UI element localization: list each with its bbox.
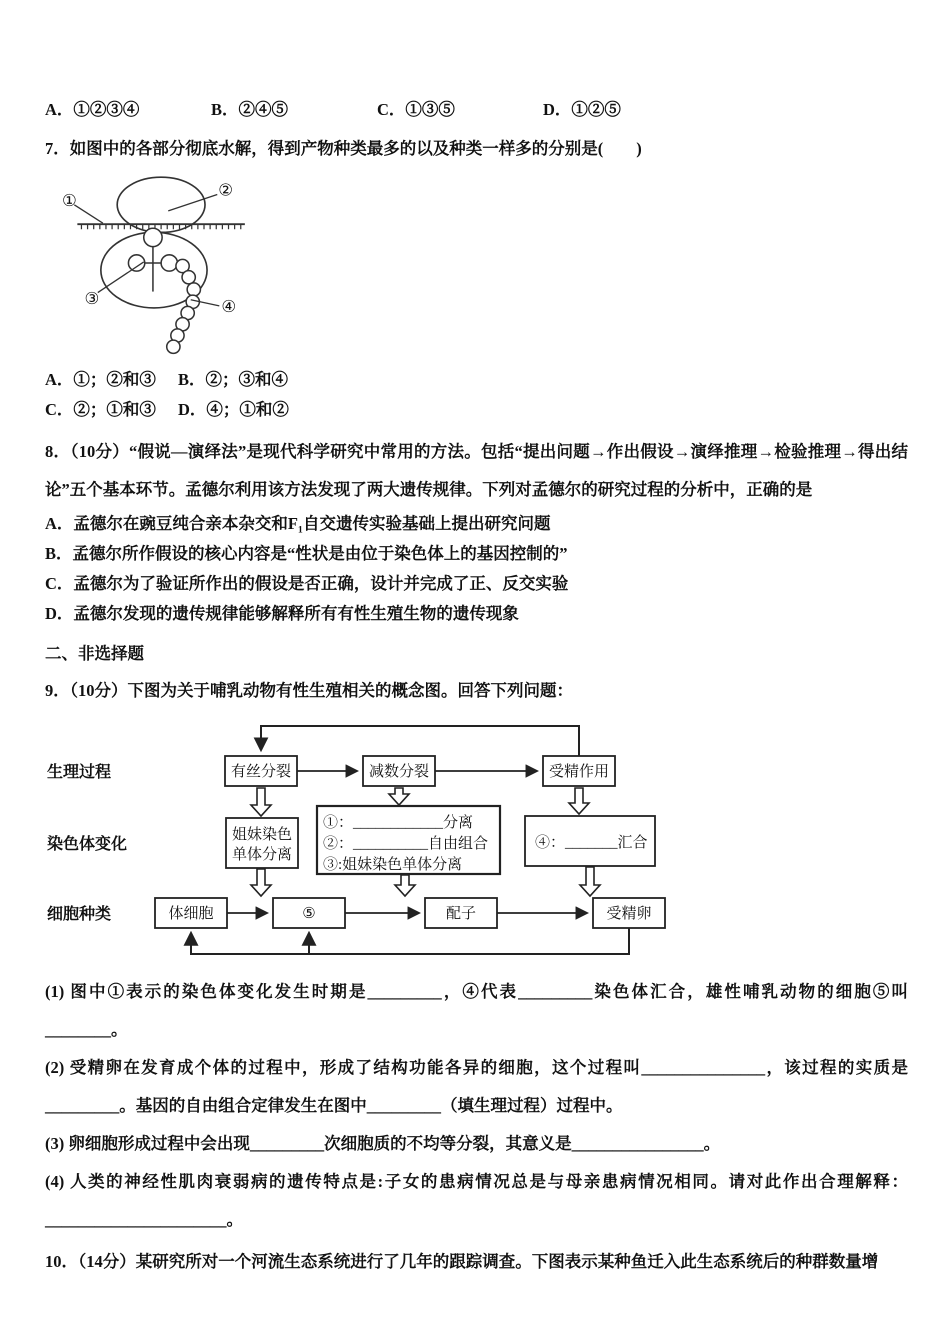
q9-sub2: (2) 受精卵在发育成个体的过程中，形成了结构功能各异的细胞，这个过程叫_______________，该过程的实质是_________。基因的自由组合定律发生在图中_________（填生理过程）过程中。 (45, 1058, 908, 1116)
q7-option-c: C．②；①和③ (45, 400, 156, 420)
figure-label-4: ④ (221, 297, 237, 317)
q8-option-c: C．孟德尔为了验证所作出的假设是否正确，设计并完成了正、反交实验 (45, 574, 569, 594)
box-123-line2: ②：__________自由组合 (323, 836, 489, 853)
q8-option-a: A．孟德尔在豌豆纯合亲本杂交和F₁自交遗传实验基础上提出研究问题 (45, 514, 551, 534)
concept-diagram (45, 716, 705, 966)
figure-label-3: ③ (84, 289, 100, 309)
figure-label-2: ② (218, 180, 233, 200)
box-fertilization-label: 受精作用 (548, 764, 610, 781)
row-label-cell-type: 细胞种类 (47, 906, 112, 924)
box-meiosis-label: 减数分裂 (368, 764, 430, 781)
box-4-label: ④：_______汇合 (535, 835, 648, 852)
figure-label-1: ① (62, 191, 77, 211)
box-zygote-label: 受精卵 (606, 906, 652, 923)
ribosome-figure-wrap (53, 168, 908, 365)
row-label-chromosome-change: 染色体变化 (47, 836, 128, 854)
q6-options-row (45, 96, 908, 120)
box-somatic-label: 体细胞 (168, 906, 214, 923)
q8-option-b: B．孟德尔所作假设的核心内容是“性状是由位于染色体上的基因控制的” (45, 544, 568, 564)
q7-options-line2 (45, 395, 908, 425)
q8-stem: 8．（10分）“假说—演绎法”是现代科学研究中常用的方法。包括“提出问题→作出假设→演绎推理→检验推理→得出结论”五个基本环节。孟德尔利用该方法发现了两大遗传规律。下列对孟德尔的研究过程的分析中，正确的是 (45, 442, 908, 500)
box-mitosis-label: 有丝分裂 (230, 764, 292, 781)
q9-sub1: (1) 图中①表示的染色体变化发生时期是_________，④代表_________染色体汇合，雄性哺乳动物的细胞⑤叫________。 (45, 982, 908, 1040)
q9-sub4: (4) 人类的神经性肌肉衰弱病的遗传特点是:子女的患病情况总是与母亲患病情况相同。请对此作出合理解释：______________________。 (45, 1172, 908, 1229)
q6-option-a: A．①②③④ (45, 100, 140, 119)
box-5-label: ⑤ (302, 906, 316, 923)
box-gamete-label: 配子 (445, 906, 477, 923)
q8-option-d: D．孟德尔发现的遗传规律能够解释所有有性生殖生物的遗传现象 (45, 604, 519, 624)
row-label-physiological-process: 生理过程 (47, 764, 112, 782)
q7-option-b: B．②；③和④ (178, 370, 289, 390)
q9-stem: 9．（10分）下图为关于哺乳动物有性生殖相关的概念图。回答下列问题： (45, 681, 573, 700)
section2-title: 二、非选择题 (45, 644, 144, 664)
loop-zygote-to-somatic (191, 928, 629, 954)
box-123-line1: ①：____________分离 (323, 815, 474, 832)
q6-option-d: D．①②⑤ (543, 100, 621, 119)
q7-stem: 7．如图中的各部分彻底水解，得到产物种类最多的以及种类一样多的分别是( ) (45, 139, 642, 158)
q6-option-c: C．①③⑤ (377, 100, 455, 119)
box-sister-line2: 单体分离 (231, 847, 293, 864)
q7-option-a: A．①；②和③ (45, 370, 156, 390)
box-sister-line1: 姐妹染色 (231, 827, 293, 844)
q8-block (45, 433, 908, 629)
loop-fertilization-to-mitosis (261, 726, 579, 756)
concept-diagram-wrap (45, 716, 908, 971)
q7-options-line1 (45, 365, 908, 395)
ribosome-figure (53, 168, 259, 360)
q9-sub3: (3) 卵细胞形成过程中会出现_________次细胞质的不均等分裂，其意义是________________。 (45, 1134, 721, 1154)
q10-stem: 10．（14分）某研究所对一个河流生态系统进行了几年的跟踪调查。下图表示某种鱼迁入此生态系统后的种群数量增 (45, 1251, 879, 1271)
box-123-line3: ③:姐妹染色单体分离 (323, 857, 463, 874)
mrna-ticks (81, 225, 240, 230)
q7-option-d: D．④；①和② (178, 400, 289, 420)
label1-leader (74, 205, 103, 223)
q6-option-b: B．②④⑤ (211, 100, 289, 119)
